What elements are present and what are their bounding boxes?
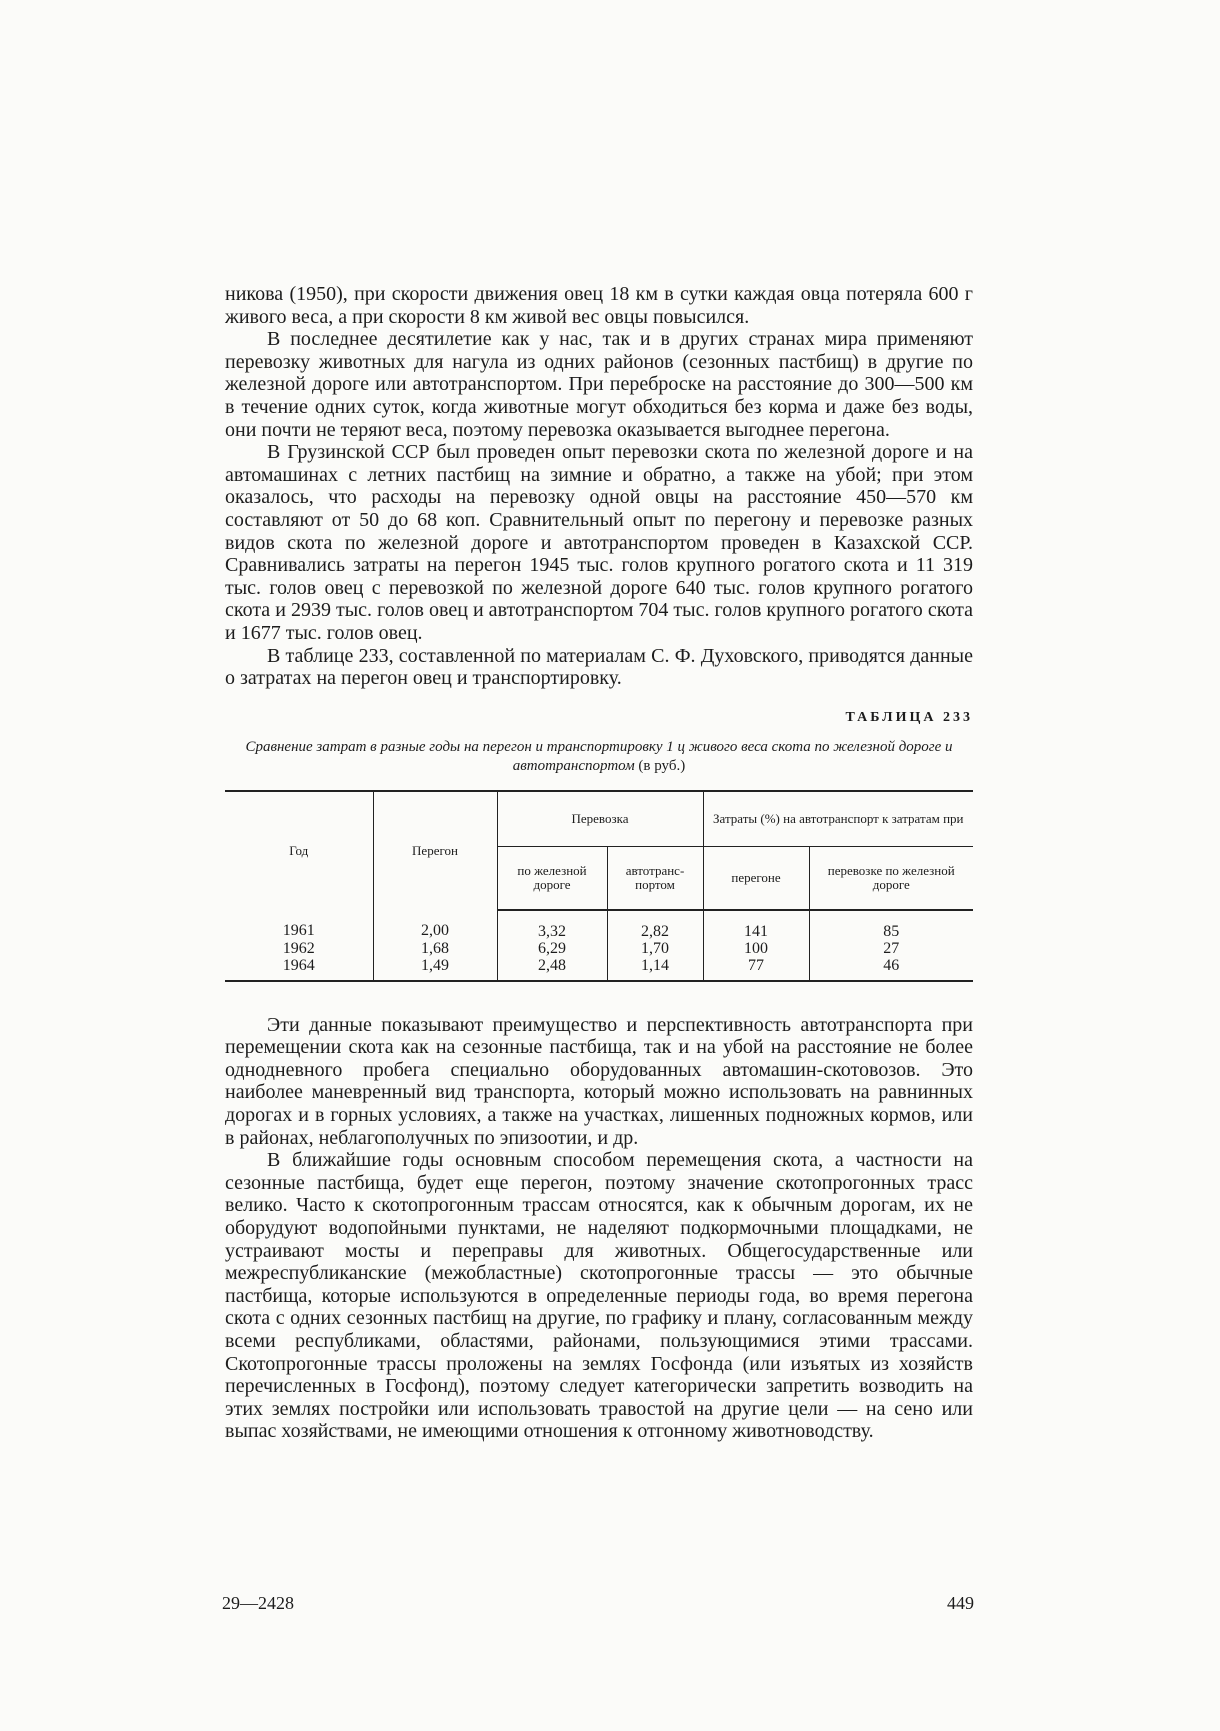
cell-year: 1962 <box>282 939 315 957</box>
text-before-table <box>225 283 973 690</box>
paragraph: В Грузинской ССР был проведен опыт перевозки скота по железной дороге и на автомашинах с летних пастбищ на зимние и обратно, а также на убой; при этом оказалось, что расходы на перевозку одной овцы на расстояние 450—570 км составляют от 50 до 68 коп. Сравнительный опыт по перегону и перевозке разных видов скота по железной дороге и автотранспортом проведен в Казахской ССР. Сравнивались затраты на перегон 1945 тыс. голов крупного рогатого скота и 11 319 тыс. голов овец с перевозкой по железной дороге 640 тыс. голов крупного рогатого скота и 2939 тыс. голов овец и автотранспортом 704 тыс. голов крупного рогатого скота и 1677 тыс. голов овец. <box>225 441 973 644</box>
page-number: 449 <box>947 1593 974 1613</box>
table-row <box>225 910 973 940</box>
cell-ratio-drive: 100 <box>703 940 809 957</box>
cost-table <box>225 790 973 982</box>
table-number: ТАБЛИЦА 233 <box>845 709 973 725</box>
cell-drive: 1,68 <box>373 940 497 957</box>
printer-signature: 29—2428 <box>222 1593 294 1613</box>
page-footer <box>222 1593 974 1614</box>
text-after-table <box>225 1014 973 1443</box>
cell-drive: 1,49 <box>373 957 497 981</box>
cell-ratio-rail: 27 <box>809 940 973 957</box>
paragraph: В последнее десятилетие как у нас, так и в других странах мира применяют перевозку животных для нагула из одних районов (сезонных пастбищ) в другие по железной дороге или автотранспортом. При переброске на расстояние до 300—500 км в течение одних суток, когда животные могут обходиться без корма и даже без воды, они почти не теряют веса, поэтому перевозка оказывается выгоднее перегона. <box>225 328 973 441</box>
cell-rail: 3,32 <box>497 910 607 940</box>
paragraph: никова (1950), при скорости движения овец 18 км в сутки каждая овца потеряла 600 г живого веса, а при скорости 8 км живой вес овцы повысился. <box>225 283 973 328</box>
cell-ratio-rail: 85 <box>809 910 973 940</box>
cell-ratio-rail: 46 <box>809 957 973 981</box>
cell-rail: 2,48 <box>497 957 607 981</box>
table-caption-text: Сравнение затрат в разные годы на перегон и транспортировку 1 ц живого веса скота по железной дороге и автотранспортом <box>245 738 953 774</box>
page-body <box>225 283 973 1443</box>
paragraph: В таблице 233, составленной по материалам С. Ф. Духовского, приводятся данные о затратах на перегон овец и транспортировку. <box>225 644 973 690</box>
cell-year: 1964 <box>225 957 373 981</box>
paragraph: В ближайшие годы основным способом перемещения скота, а частности на сезонные пастбища, будет еще перегон, поэтому значение скотопрогонных трасс велико. Часто к скотопрогонным трассам относятся, как к обычным дорогам, их не оборудуют водопойными пунктами, не наделяют подкормочными площадками, не устраивают мосты и переправы для животных. Общегосударственные или межреспубликанские (межобластные) скотопрогонные трассы — это обычные пастбища, которые используются в определенные периоды года, во время перегона скота с одних сезонных пастбищ на другие, по графику и плану, согласованным между всеми республиками, областями, районами, пользующимися этими трассами. Скотопрогонные трассы проложены на землях Госфонда (или изъятых из хозяйств перечисленных в Госфонд), поэтому следует категорически запретить возводить на этих землях постройки или использовать травостой на другие цели — на сено или выпас хозяйствами, не имеющими отношения к отгонному животноводству. <box>225 1149 973 1443</box>
header-transport-group: Перевозка <box>497 791 703 847</box>
header-year: Год <box>225 791 373 910</box>
table-caption <box>225 738 973 776</box>
header-ratio-rail: перевозке по железной дороге <box>809 846 973 910</box>
header-rail: по железной дороге <box>497 846 607 910</box>
cell-auto: 1,70 <box>607 940 703 957</box>
table-row <box>225 940 973 957</box>
table-row <box>225 957 973 981</box>
header-ratio-group: Затраты (%) на автотранспорт к затратам при <box>703 791 973 847</box>
cell-auto: 2,82 <box>607 910 703 940</box>
cell-auto: 1,14 <box>607 957 703 981</box>
table-caption-units: (в руб.) <box>638 757 686 774</box>
paragraph: Эти данные показывают преимущество и перспективность автотранспорта при перемещении скота как на сезонные пастбища, так и на убой на расстояние не более однодневного пробега специально оборудованных автомашин-скотовозов. Это наиболее маневренный вид транспорта, который можно использовать на равнинных дорогах и в горных условиях, а также на участках, лишенных подножных кормов, или в районах, неблагополучных по эпизоотии, и др. <box>225 1013 973 1149</box>
header-drive: Перегон <box>373 791 497 910</box>
header-ratio-drive: перегоне <box>703 846 809 910</box>
cell-ratio-drive: 141 <box>703 910 809 940</box>
cell-rail: 6,29 <box>497 940 607 957</box>
cell-ratio-drive: 77 <box>703 957 809 981</box>
header-auto: автотранспортом <box>607 846 703 910</box>
cell-year: 1961 <box>282 922 315 940</box>
cell-drive: 2,00 <box>373 910 497 940</box>
table-body <box>225 910 973 981</box>
